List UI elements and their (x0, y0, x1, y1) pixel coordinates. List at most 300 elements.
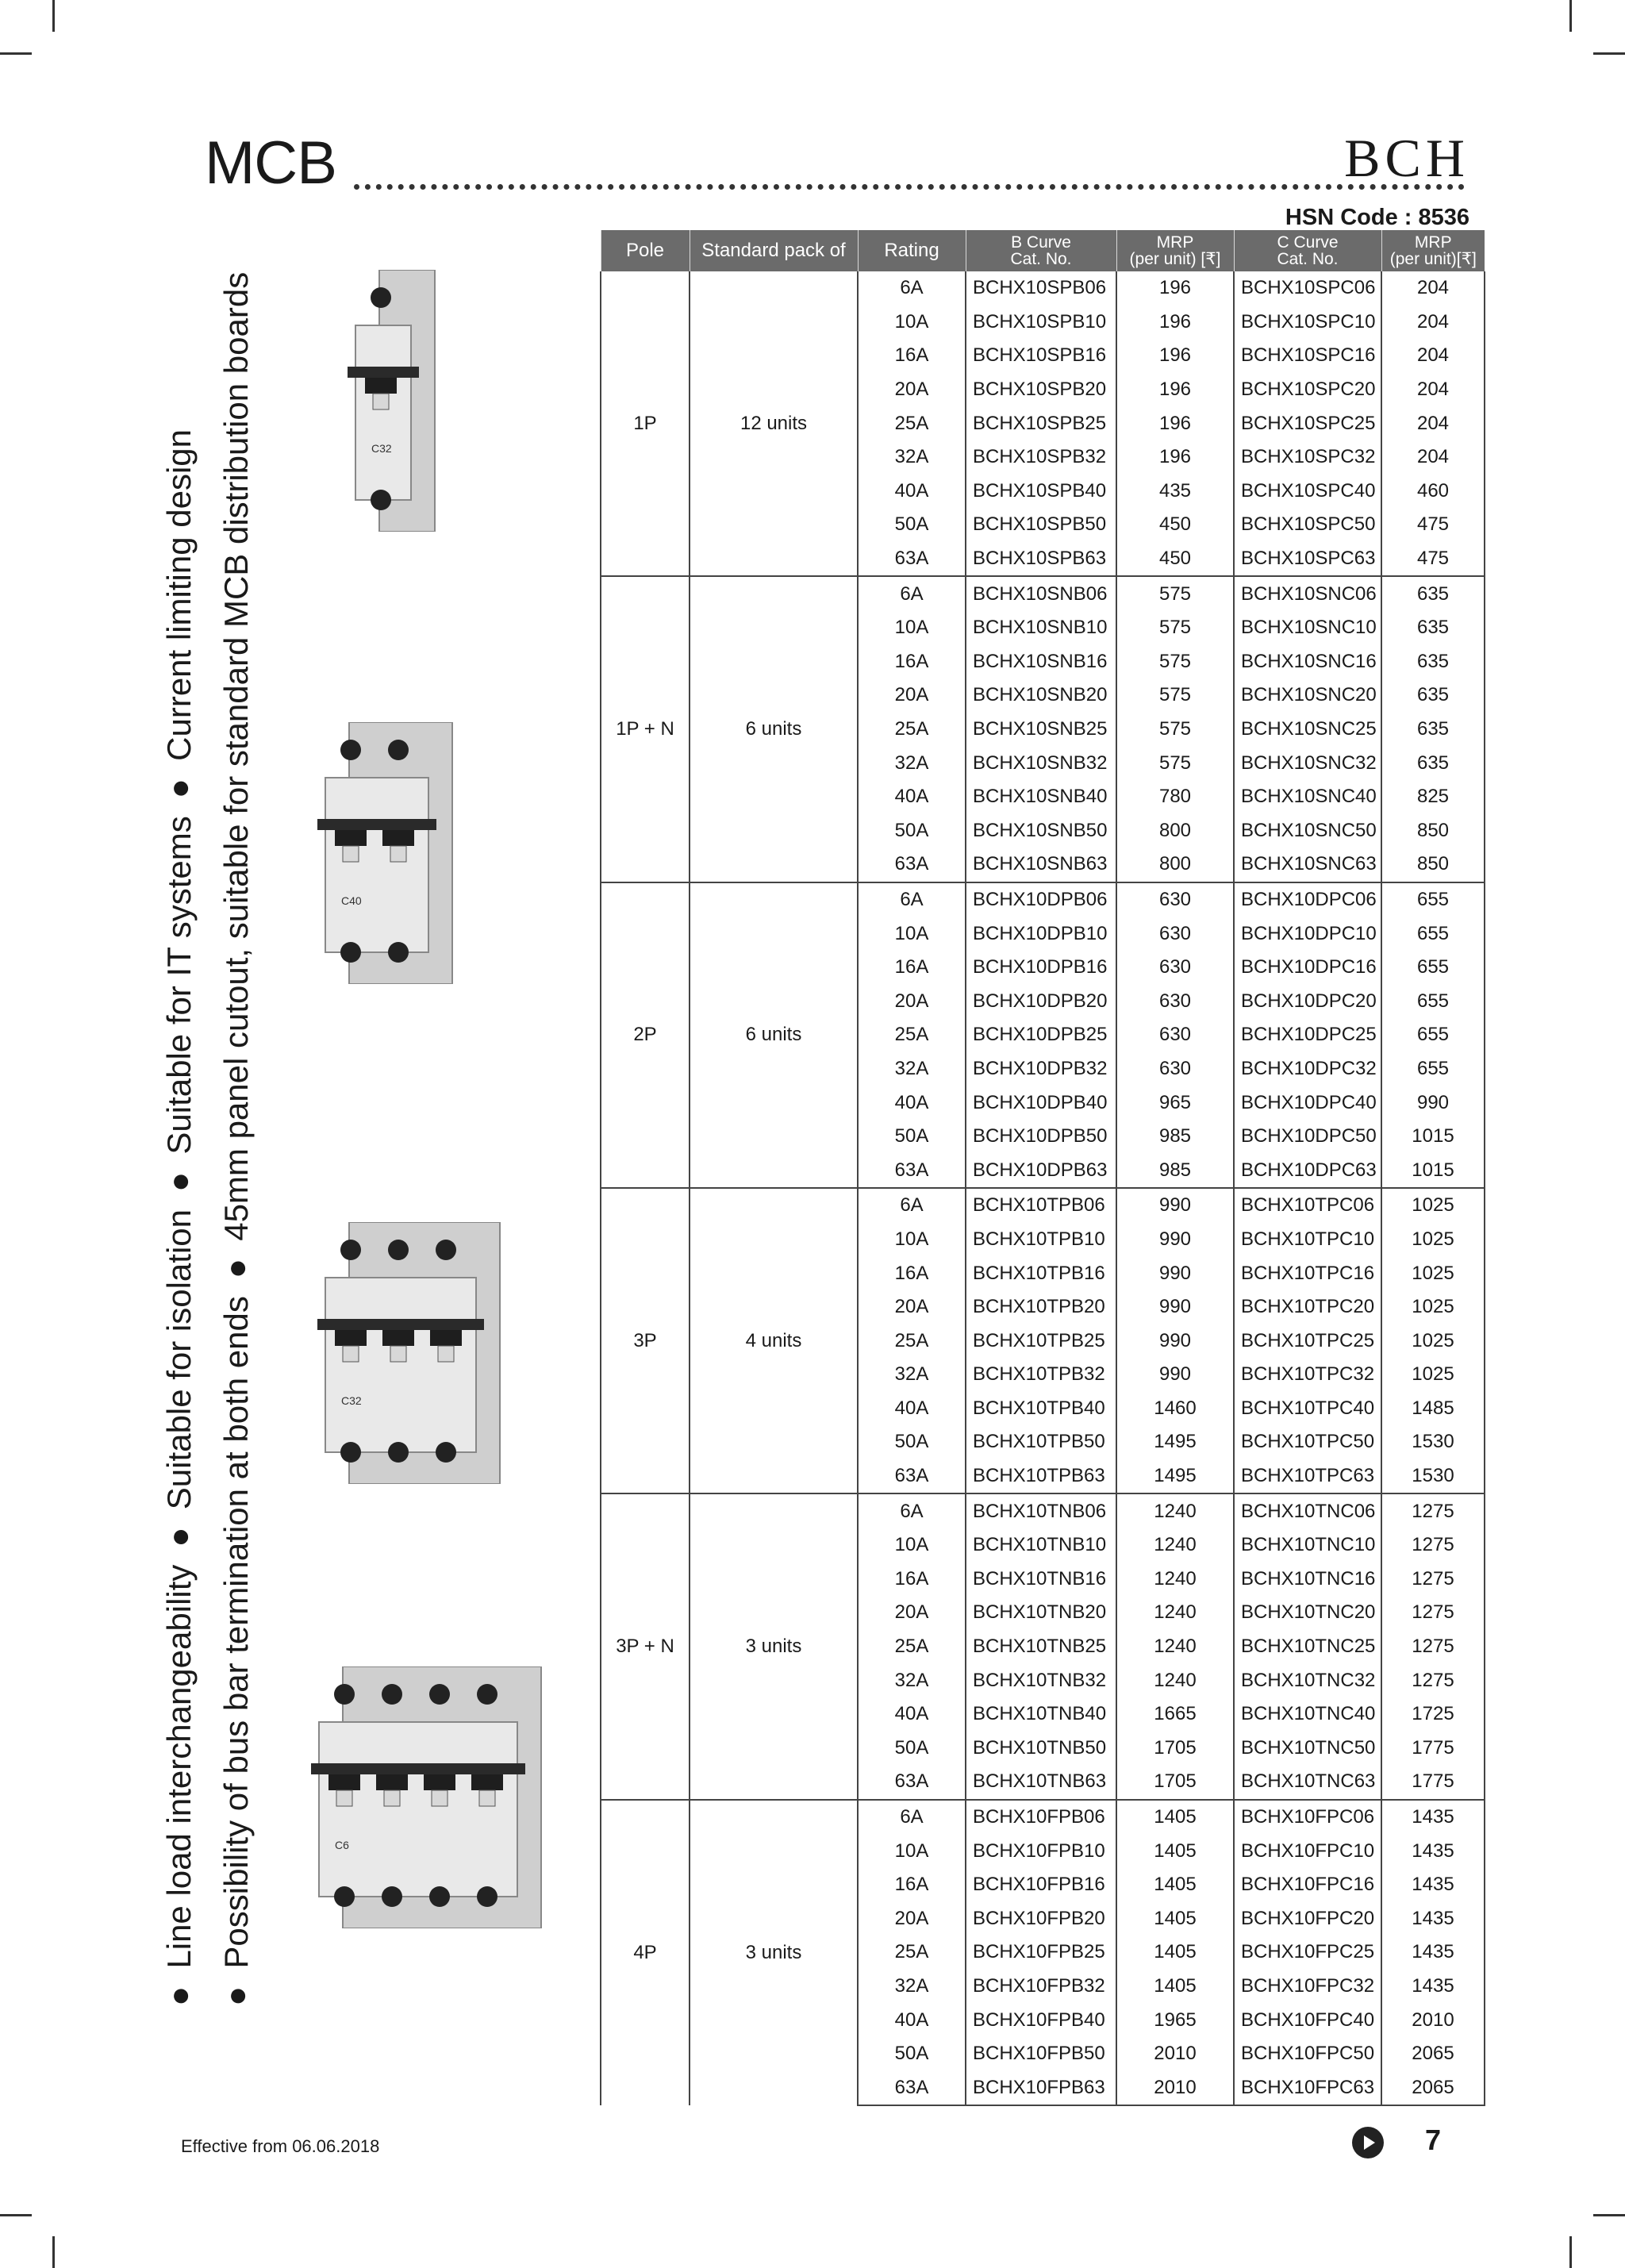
pack-cell: 12 units (690, 271, 858, 576)
c-mrp-cell: 1275 (1381, 1528, 1485, 1563)
b-mrp-cell: 1665 (1116, 1697, 1234, 1732)
b-cat-cell: BCHX10TNB32 (966, 1663, 1116, 1697)
c-cat-cell: BCHX10FPC32 (1234, 1970, 1381, 2004)
b-cat-cell: BCHX10DPB25 (966, 1018, 1116, 1052)
c-cat-cell: BCHX10SPC50 (1234, 508, 1381, 542)
b-cat-cell: BCHX10FPB16 (966, 1868, 1116, 1902)
page-title: MCB (205, 129, 336, 197)
b-cat-cell: BCHX10FPB32 (966, 1970, 1116, 2004)
table-row (601, 1800, 1485, 1835)
b-mrp-cell: 1405 (1116, 1970, 1234, 2004)
b-cat-cell: BCHX10SNB40 (966, 780, 1116, 814)
b-mrp-cell: 1240 (1116, 1630, 1234, 1664)
bullet-icon: ● (160, 1527, 198, 1547)
c-cat-cell: BCHX10SNC06 (1234, 576, 1381, 611)
c-cat-cell: BCHX10FPC20 (1234, 1902, 1381, 1936)
b-cat-cell: BCHX10TNB63 (966, 1765, 1116, 1800)
c-cat-cell: BCHX10TNC40 (1234, 1697, 1381, 1732)
c-mrp-cell: 1015 (1381, 1153, 1485, 1188)
b-mrp-cell: 575 (1116, 645, 1234, 679)
rating-cell: 25A (858, 1018, 966, 1052)
c-mrp-cell: 1015 (1381, 1120, 1485, 1154)
c-mrp-cell: 1025 (1381, 1358, 1485, 1392)
b-mrp-cell: 990 (1116, 1290, 1234, 1324)
c-cat-cell: BCHX10FPC25 (1234, 1935, 1381, 1970)
pole-cell: 3P + N (601, 1493, 690, 1799)
rating-cell: 50A (858, 508, 966, 542)
c-cat-cell: BCHX10TPC20 (1234, 1290, 1381, 1324)
c-mrp-cell: 655 (1381, 1018, 1485, 1052)
b-mrp-cell: 575 (1116, 678, 1234, 713)
table-row (601, 576, 1485, 611)
rating-cell: 63A (858, 1459, 966, 1494)
c-cat-cell: BCHX10SNC40 (1234, 780, 1381, 814)
b-cat-cell: BCHX10SNB10 (966, 611, 1116, 645)
b-cat-cell: BCHX10SNB16 (966, 645, 1116, 679)
bullet-icon: ● (160, 778, 198, 799)
b-mrp-cell: 990 (1116, 1188, 1234, 1223)
crop-mark (1593, 2214, 1625, 2216)
crop-mark (1569, 2236, 1572, 2268)
b-mrp-cell: 630 (1116, 984, 1234, 1018)
crop-mark (52, 0, 55, 32)
c-cat-cell: BCHX10TPC10 (1234, 1223, 1381, 1257)
mcb-rating-label: C32 (341, 1394, 362, 1407)
b-cat-cell: BCHX10TNB16 (966, 1563, 1116, 1597)
table-row (601, 1493, 1485, 1528)
b-cat-cell: BCHX10FPB20 (966, 1902, 1116, 1936)
feature-item: Possibility of bus bar termination at both ends (217, 1296, 255, 1969)
c-cat-cell: BCHX10FPC16 (1234, 1868, 1381, 1902)
c-mrp-cell: 655 (1381, 984, 1485, 1018)
c-mrp-cell: 1025 (1381, 1223, 1485, 1257)
c-mrp-cell: 655 (1381, 917, 1485, 951)
b-mrp-cell: 965 (1116, 1086, 1234, 1120)
c-cat-cell: BCHX10FPC06 (1234, 1800, 1381, 1835)
b-cat-cell: BCHX10SPB50 (966, 508, 1116, 542)
b-mrp-cell: 1405 (1116, 1935, 1234, 1970)
b-cat-cell: BCHX10TPB63 (966, 1459, 1116, 1494)
c-mrp-cell: 655 (1381, 1052, 1485, 1086)
b-mrp-cell: 780 (1116, 780, 1234, 814)
feature-item: Line load interchangeability (160, 1564, 198, 1969)
c-cat-cell: BCHX10TNC16 (1234, 1563, 1381, 1597)
c-mrp-cell: 850 (1381, 814, 1485, 848)
c-mrp-cell: 204 (1381, 440, 1485, 475)
c-cat-cell: BCHX10SNC25 (1234, 713, 1381, 747)
c-mrp-cell: 1025 (1381, 1290, 1485, 1324)
b-cat-cell: BCHX10TPB10 (966, 1223, 1116, 1257)
c-cat-cell: BCHX10TNC50 (1234, 1732, 1381, 1766)
crop-mark (1569, 0, 1572, 32)
mcb-rating-label: C32 (371, 442, 392, 455)
rating-cell: 10A (858, 611, 966, 645)
c-cat-cell: BCHX10TNC63 (1234, 1765, 1381, 1800)
b-mrp-cell: 450 (1116, 508, 1234, 542)
b-cat-cell: BCHX10SNB50 (966, 814, 1116, 848)
b-cat-cell: BCHX10SPB63 (966, 542, 1116, 577)
b-cat-cell: BCHX10TPB06 (966, 1188, 1116, 1223)
col-header-pack: Standard pack of (690, 230, 858, 271)
feature-item: Current limiting design (160, 429, 198, 761)
c-cat-cell: BCHX10SPC40 (1234, 475, 1381, 509)
b-mrp-cell: 196 (1116, 373, 1234, 407)
b-mrp-cell: 1965 (1116, 2003, 1234, 2037)
b-cat-cell: BCHX10DPB50 (966, 1120, 1116, 1154)
b-cat-cell: BCHX10TNB20 (966, 1596, 1116, 1630)
b-cat-cell: BCHX10DPB10 (966, 917, 1116, 951)
rating-cell: 50A (858, 1120, 966, 1154)
crop-mark (52, 2236, 55, 2268)
mcb-product-image (302, 722, 460, 984)
c-mrp-cell: 655 (1381, 882, 1485, 917)
c-cat-cell: BCHX10DPC25 (1234, 1018, 1381, 1052)
b-mrp-cell: 990 (1116, 1358, 1234, 1392)
c-cat-cell: BCHX10TNC06 (1234, 1493, 1381, 1528)
b-cat-cell: BCHX10SNB25 (966, 713, 1116, 747)
b-mrp-cell: 2010 (1116, 2037, 1234, 2071)
c-mrp-cell: 1775 (1381, 1732, 1485, 1766)
rating-cell: 10A (858, 306, 966, 340)
c-mrp-cell: 1275 (1381, 1563, 1485, 1597)
bullet-icon: ● (217, 1985, 255, 2006)
rating-cell: 32A (858, 1663, 966, 1697)
c-mrp-cell: 635 (1381, 678, 1485, 713)
b-cat-cell: BCHX10SNB63 (966, 848, 1116, 882)
c-mrp-cell: 1530 (1381, 1459, 1485, 1494)
c-mrp-cell: 204 (1381, 271, 1485, 306)
b-mrp-cell: 990 (1116, 1256, 1234, 1290)
rating-cell: 16A (858, 1868, 966, 1902)
b-mrp-cell: 450 (1116, 542, 1234, 577)
c-cat-cell: BCHX10TNC25 (1234, 1630, 1381, 1664)
rating-cell: 16A (858, 339, 966, 373)
rating-cell: 40A (858, 475, 966, 509)
c-mrp-cell: 460 (1381, 475, 1485, 509)
rating-cell: 63A (858, 848, 966, 882)
rating-cell: 6A (858, 1188, 966, 1223)
rating-cell: 50A (858, 2037, 966, 2071)
c-cat-cell: BCHX10DPC40 (1234, 1086, 1381, 1120)
c-mrp-cell: 635 (1381, 576, 1485, 611)
rating-cell: 40A (858, 1392, 966, 1426)
mcb-rating-label: C40 (341, 894, 362, 907)
b-cat-cell: BCHX10TNB40 (966, 1697, 1116, 1732)
b-cat-cell: BCHX10TNB06 (966, 1493, 1116, 1528)
b-mrp-cell: 1240 (1116, 1528, 1234, 1563)
rating-cell: 16A (858, 1256, 966, 1290)
b-mrp-cell: 1240 (1116, 1663, 1234, 1697)
b-mrp-cell: 1405 (1116, 1800, 1234, 1835)
b-mrp-cell: 985 (1116, 1120, 1234, 1154)
b-mrp-cell: 1460 (1116, 1392, 1234, 1426)
c-mrp-cell: 635 (1381, 611, 1485, 645)
c-mrp-cell: 1435 (1381, 1800, 1485, 1835)
c-cat-cell: BCHX10FPC63 (1234, 2070, 1381, 2105)
rating-cell: 25A (858, 1324, 966, 1358)
col-header-b-mrp: MRP (per unit) [₹] (1116, 230, 1234, 271)
c-cat-cell: BCHX10SPC16 (1234, 339, 1381, 373)
mcb-rating-label: C6 (335, 1839, 349, 1851)
pack-cell: 4 units (690, 1188, 858, 1493)
b-mrp-cell: 1495 (1116, 1425, 1234, 1459)
c-cat-cell: BCHX10FPC50 (1234, 2037, 1381, 2071)
rating-cell: 10A (858, 1528, 966, 1563)
c-cat-cell: BCHX10SPC25 (1234, 406, 1381, 440)
c-mrp-cell: 204 (1381, 373, 1485, 407)
pole-cell: 4P (601, 1800, 690, 2105)
rating-cell: 63A (858, 542, 966, 577)
c-cat-cell: BCHX10DPC06 (1234, 882, 1381, 917)
c-mrp-cell: 1435 (1381, 1868, 1485, 1902)
b-cat-cell: BCHX10SPB06 (966, 271, 1116, 306)
c-mrp-cell: 1275 (1381, 1663, 1485, 1697)
c-cat-cell: BCHX10SPC10 (1234, 306, 1381, 340)
rating-cell: 25A (858, 713, 966, 747)
feature-line-2 (208, 198, 265, 2024)
c-mrp-cell: 825 (1381, 780, 1485, 814)
b-mrp-cell: 196 (1116, 440, 1234, 475)
b-cat-cell: BCHX10DPB06 (966, 882, 1116, 917)
b-mrp-cell: 2010 (1116, 2070, 1234, 2105)
b-cat-cell: BCHX10DPB63 (966, 1153, 1116, 1188)
b-cat-cell: BCHX10TNB50 (966, 1732, 1116, 1766)
c-cat-cell: BCHX10DPC50 (1234, 1120, 1381, 1154)
c-mrp-cell: 204 (1381, 406, 1485, 440)
rating-cell: 32A (858, 746, 966, 780)
b-cat-cell: BCHX10DPB40 (966, 1086, 1116, 1120)
b-mrp-cell: 196 (1116, 339, 1234, 373)
c-cat-cell: BCHX10FPC40 (1234, 2003, 1381, 2037)
b-cat-cell: BCHX10TNB25 (966, 1630, 1116, 1664)
c-cat-cell: BCHX10SPC06 (1234, 271, 1381, 306)
rating-cell: 6A (858, 271, 966, 306)
b-mrp-cell: 575 (1116, 713, 1234, 747)
rating-cell: 16A (858, 1563, 966, 1597)
b-cat-cell: BCHX10FPB63 (966, 2070, 1116, 2105)
mcb-product-image (302, 1222, 508, 1484)
b-mrp-cell: 630 (1116, 951, 1234, 985)
b-cat-cell: BCHX10TPB32 (966, 1358, 1116, 1392)
b-mrp-cell: 1495 (1116, 1459, 1234, 1494)
b-mrp-cell: 630 (1116, 1052, 1234, 1086)
b-mrp-cell: 1405 (1116, 1902, 1234, 1936)
b-mrp-cell: 196 (1116, 306, 1234, 340)
c-mrp-cell: 1435 (1381, 1902, 1485, 1936)
bullet-icon: ● (217, 1258, 255, 1279)
c-mrp-cell: 1485 (1381, 1392, 1485, 1426)
c-mrp-cell: 635 (1381, 645, 1485, 679)
table-row (601, 1188, 1485, 1223)
b-mrp-cell: 990 (1116, 1324, 1234, 1358)
title-dotted-leader (354, 184, 1465, 190)
rating-cell: 50A (858, 1425, 966, 1459)
c-cat-cell: BCHX10SNC63 (1234, 848, 1381, 882)
c-mrp-cell: 475 (1381, 508, 1485, 542)
c-cat-cell: BCHX10DPC20 (1234, 984, 1381, 1018)
col-header-rating: Rating (858, 230, 966, 271)
feature-item: Suitable for IT systems (160, 816, 198, 1155)
b-cat-cell: BCHX10DPB16 (966, 951, 1116, 985)
c-mrp-cell: 655 (1381, 951, 1485, 985)
c-mrp-cell: 1775 (1381, 1765, 1485, 1800)
rating-cell: 25A (858, 1935, 966, 1970)
c-cat-cell: BCHX10DPC10 (1234, 917, 1381, 951)
crop-mark (0, 2214, 32, 2216)
b-cat-cell: BCHX10SPB32 (966, 440, 1116, 475)
rating-cell: 32A (858, 1052, 966, 1086)
c-cat-cell: BCHX10SPC63 (1234, 542, 1381, 577)
table-row (601, 882, 1485, 917)
table-row (601, 271, 1485, 306)
rating-cell: 10A (858, 1223, 966, 1257)
b-mrp-cell: 630 (1116, 1018, 1234, 1052)
rating-cell: 40A (858, 1086, 966, 1120)
c-cat-cell: BCHX10DPC32 (1234, 1052, 1381, 1086)
c-cat-cell: BCHX10TPC63 (1234, 1459, 1381, 1494)
page-number: 7 (1425, 2124, 1442, 2156)
c-cat-cell: BCHX10TNC10 (1234, 1528, 1381, 1563)
pole-cell: 1P + N (601, 576, 690, 882)
b-mrp-cell: 575 (1116, 611, 1234, 645)
b-mrp-cell: 630 (1116, 917, 1234, 951)
c-cat-cell: BCHX10SPC32 (1234, 440, 1381, 475)
b-cat-cell: BCHX10SPB25 (966, 406, 1116, 440)
c-mrp-cell: 2065 (1381, 2037, 1485, 2071)
pack-cell: 3 units (690, 1493, 858, 1799)
effective-date: Effective from 06.06.2018 (181, 2136, 380, 2156)
rating-cell: 25A (858, 1630, 966, 1664)
c-cat-cell: BCHX10SNC32 (1234, 746, 1381, 780)
b-mrp-cell: 196 (1116, 271, 1234, 306)
c-cat-cell: BCHX10TPC40 (1234, 1392, 1381, 1426)
b-mrp-cell: 1705 (1116, 1765, 1234, 1800)
c-mrp-cell: 2065 (1381, 2070, 1485, 2105)
rating-cell: 50A (858, 814, 966, 848)
next-page-icon (1352, 2127, 1384, 2158)
rating-cell: 10A (858, 1834, 966, 1868)
b-cat-cell: BCHX10FPB10 (966, 1834, 1116, 1868)
rating-cell: 40A (858, 2003, 966, 2037)
pack-cell: 6 units (690, 576, 858, 882)
b-cat-cell: BCHX10DPB32 (966, 1052, 1116, 1086)
b-cat-cell: BCHX10FPB06 (966, 1800, 1116, 1835)
c-mrp-cell: 1025 (1381, 1188, 1485, 1223)
price-table (600, 230, 1485, 2106)
c-cat-cell: BCHX10SPC20 (1234, 373, 1381, 407)
c-cat-cell: BCHX10SNC20 (1234, 678, 1381, 713)
crop-mark (0, 52, 32, 55)
rating-cell: 40A (858, 780, 966, 814)
b-cat-cell: BCHX10TPB50 (966, 1425, 1116, 1459)
rating-cell: 20A (858, 1290, 966, 1324)
mcb-product-image (295, 1666, 549, 1928)
c-cat-cell: BCHX10SNC16 (1234, 645, 1381, 679)
table-header-row (601, 230, 1485, 271)
c-mrp-cell: 475 (1381, 542, 1485, 577)
rating-cell: 20A (858, 678, 966, 713)
b-mrp-cell: 1405 (1116, 1834, 1234, 1868)
c-mrp-cell: 1025 (1381, 1256, 1485, 1290)
c-mrp-cell: 204 (1381, 306, 1485, 340)
c-mrp-cell: 1275 (1381, 1596, 1485, 1630)
c-mrp-cell: 635 (1381, 746, 1485, 780)
b-mrp-cell: 990 (1116, 1223, 1234, 1257)
b-mrp-cell: 575 (1116, 746, 1234, 780)
rating-cell: 10A (858, 917, 966, 951)
c-mrp-cell: 2010 (1381, 2003, 1485, 2037)
c-mrp-cell: 1435 (1381, 1834, 1485, 1868)
pole-cell: 2P (601, 882, 690, 1188)
b-mrp-cell: 196 (1116, 406, 1234, 440)
rating-cell: 50A (858, 1732, 966, 1766)
b-cat-cell: BCHX10FPB40 (966, 2003, 1116, 2037)
c-cat-cell: BCHX10FPC10 (1234, 1834, 1381, 1868)
c-cat-cell: BCHX10TPC32 (1234, 1358, 1381, 1392)
b-cat-cell: BCHX10SNB32 (966, 746, 1116, 780)
b-cat-cell: BCHX10FPB25 (966, 1935, 1116, 1970)
rating-cell: 16A (858, 951, 966, 985)
c-cat-cell: BCHX10TPC06 (1234, 1188, 1381, 1223)
pole-cell: 1P (601, 271, 690, 576)
rating-cell: 6A (858, 576, 966, 611)
b-mrp-cell: 1240 (1116, 1493, 1234, 1528)
b-cat-cell: BCHX10SPB16 (966, 339, 1116, 373)
b-mrp-cell: 575 (1116, 576, 1234, 611)
feature-line-1 (151, 198, 208, 2024)
c-mrp-cell: 990 (1381, 1086, 1485, 1120)
rating-cell: 32A (858, 1358, 966, 1392)
c-mrp-cell: 204 (1381, 339, 1485, 373)
b-cat-cell: BCHX10SPB10 (966, 306, 1116, 340)
bullet-icon: ● (160, 1985, 198, 2006)
rating-cell: 16A (858, 645, 966, 679)
col-header-c-mrp: MRP (per unit)[₹] (1381, 230, 1485, 271)
b-cat-cell: BCHX10TNB10 (966, 1528, 1116, 1563)
c-mrp-cell: 1435 (1381, 1970, 1485, 2004)
b-cat-cell: BCHX10DPB20 (966, 984, 1116, 1018)
rating-cell: 32A (858, 1970, 966, 2004)
c-mrp-cell: 1530 (1381, 1425, 1485, 1459)
b-mrp-cell: 1240 (1116, 1563, 1234, 1597)
rating-cell: 20A (858, 373, 966, 407)
pole-cell: 3P (601, 1188, 690, 1493)
c-cat-cell: BCHX10DPC16 (1234, 951, 1381, 985)
crop-mark (1593, 52, 1625, 55)
b-cat-cell: BCHX10SPB20 (966, 373, 1116, 407)
rating-cell: 63A (858, 2070, 966, 2105)
b-cat-cell: BCHX10SNB06 (966, 576, 1116, 611)
rating-cell: 6A (858, 882, 966, 917)
hsn-code: HSN Code : 8536 (1285, 205, 1469, 230)
c-cat-cell: BCHX10TPC16 (1234, 1256, 1381, 1290)
b-cat-cell: BCHX10TPB16 (966, 1256, 1116, 1290)
rating-cell: 63A (858, 1153, 966, 1188)
b-mrp-cell: 1705 (1116, 1732, 1234, 1766)
b-cat-cell: BCHX10FPB50 (966, 2037, 1116, 2071)
b-cat-cell: BCHX10TPB20 (966, 1290, 1116, 1324)
pack-cell: 3 units (690, 1800, 858, 2105)
rating-cell: 20A (858, 1902, 966, 1936)
b-mrp-cell: 985 (1116, 1153, 1234, 1188)
pack-cell: 6 units (690, 882, 858, 1188)
c-mrp-cell: 1725 (1381, 1697, 1485, 1732)
b-mrp-cell: 1240 (1116, 1596, 1234, 1630)
col-header-c-cat: C Curve Cat. No. (1234, 230, 1381, 271)
c-mrp-cell: 635 (1381, 713, 1485, 747)
c-cat-cell: BCHX10TPC50 (1234, 1425, 1381, 1459)
rating-cell: 6A (858, 1493, 966, 1528)
